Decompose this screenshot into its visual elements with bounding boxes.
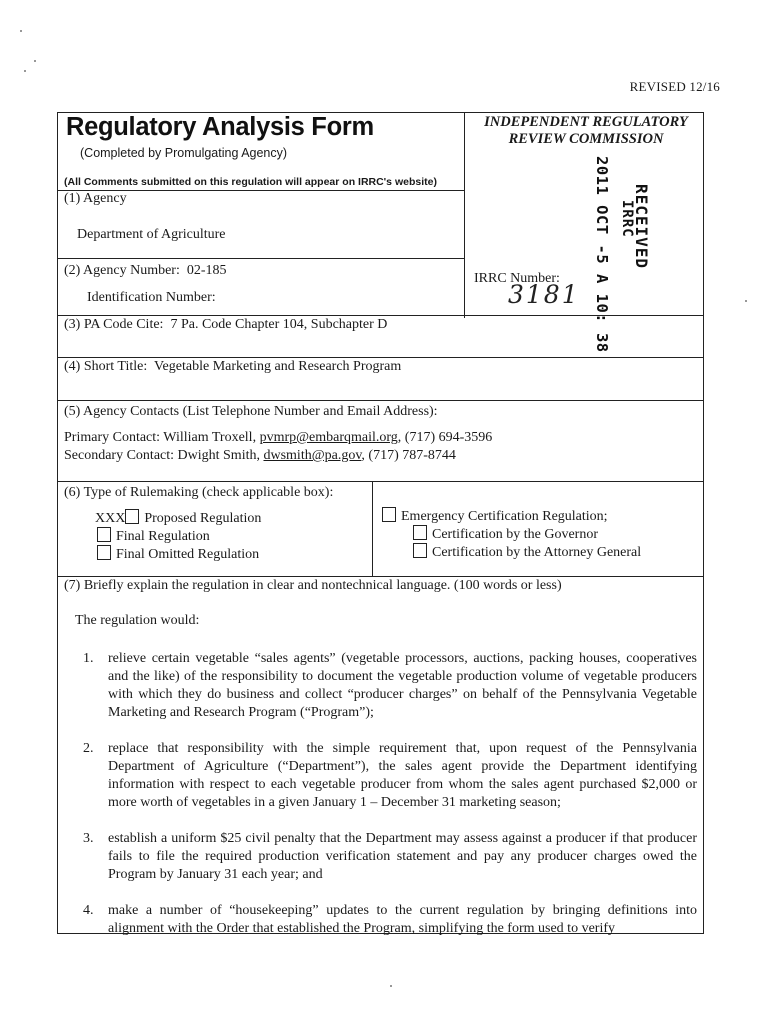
commission-heading	[470, 114, 702, 148]
list-item-text: relieve certain vegetable “sales agents” (vegetable processors, auctions, packing houses, cooperatives and the like) of the responsibility to document the vegetable production volume of vegetable producers with which they do business and collect “producer charges” on behalf of the Pennsylvania Vegetable Marketing and Research Program (“Program”);	[108, 651, 697, 720]
stamp-received: RECEIVED	[632, 184, 651, 270]
explanation-label: (7) Briefly explain the regulation in clear and nontechnical language. (100 words or less)	[64, 578, 562, 593]
explanation-intro: The regulation would:	[75, 613, 200, 628]
proposed-label: Proposed Regulation	[144, 511, 262, 526]
final-checkbox[interactable]	[97, 527, 111, 542]
emergency-option[interactable]	[382, 507, 608, 525]
attorney-general-label: Certification by the Attorney General	[432, 545, 642, 560]
short-title	[64, 359, 401, 375]
final-omitted-checkbox[interactable]	[97, 545, 111, 560]
emergency-checkbox[interactable]	[382, 507, 396, 522]
primary-contact-email[interactable]: pvmrp@embarqmail.org	[259, 430, 398, 445]
attorney-general-option[interactable]	[413, 543, 641, 561]
pa-code-label: (3) PA Code Cite:	[64, 317, 164, 332]
proposed-checkbox[interactable]	[125, 509, 139, 524]
scan-speck	[745, 300, 747, 302]
secondary-contact	[64, 448, 456, 464]
scan-speck	[390, 985, 392, 987]
agency-number-value: 02-185	[186, 263, 227, 278]
form-subtitle: (Completed by Promulgating Agency)	[80, 146, 288, 160]
secondary-contact-name: Secondary Contact: Dwight Smith,	[64, 448, 264, 463]
commission-line-2: REVIEW COMMISSION	[508, 131, 664, 147]
revised-date: REVISED 12/16	[629, 79, 720, 94]
scan-speck	[20, 30, 22, 32]
secondary-contact-phone: , (717) 787-8744	[361, 448, 456, 463]
stamp-irrc: IRRC	[619, 200, 635, 238]
final-label: Final Regulation	[116, 529, 210, 544]
final-omitted-option[interactable]	[97, 545, 259, 563]
primary-contact	[64, 430, 492, 446]
agency-label: (1) Agency	[64, 191, 127, 206]
scan-speck	[34, 60, 36, 62]
secondary-contact-email[interactable]: dwsmith@pa.gov	[263, 448, 362, 463]
short-title-label: (4) Short Title:	[64, 359, 148, 374]
governor-label: Certification by the Governor	[432, 527, 599, 542]
list-item-number: 4.	[83, 903, 94, 918]
contacts-label: (5) Agency Contacts (List Telephone Number and Email Address):	[64, 404, 438, 419]
proposed-mark: XXX	[95, 511, 126, 526]
list-item	[83, 902, 697, 938]
list-item-number: 2.	[83, 741, 94, 756]
form-title: Regulatory Analysis Form	[66, 113, 374, 141]
list-item-text: make a number of “housekeeping” updates to the current regulation by bringing definitions into alignment with the Order that established the Program, simplifying the form used to verify	[108, 903, 697, 936]
stamp-date: 2011 OCT -5 A 10: 38	[593, 156, 611, 353]
agency-number	[64, 263, 227, 279]
irrc-number-value: 3181	[508, 280, 580, 309]
pa-code-value: 7 Pa. Code Chapter 104, Subchapter D	[170, 317, 388, 332]
short-title-value: Vegetable Marketing and Research Program	[154, 359, 402, 374]
irrc-number-label: IRRC Number:	[474, 271, 560, 286]
proposed-regulation-option[interactable]	[95, 509, 261, 527]
primary-contact-phone: , (717) 694-3596	[397, 430, 493, 445]
list-item-text: replace that responsibility with the simple requirement that, upon request of the Pennsylvania Department of Agriculture (“Department”), the sales agent provide the Department identifying information with respect to each vegetable producer from whom the sales agent purchased $2,000 or more worth of vegetables in a given January 1 – December 31 marketing season;	[108, 741, 697, 810]
list-item	[83, 740, 697, 812]
agency-number-label: (2) Agency Number:	[64, 263, 180, 278]
rulemaking-label: (6) Type of Rulemaking (check applicable box):	[64, 485, 334, 500]
list-item	[83, 650, 697, 722]
final-regulation-option[interactable]	[97, 527, 210, 545]
identification-number-label: Identification Number:	[87, 290, 216, 305]
commission-line-1: INDEPENDENT REGULATORY	[484, 114, 688, 130]
governor-checkbox[interactable]	[413, 525, 427, 540]
attorney-general-checkbox[interactable]	[413, 543, 427, 558]
scan-speck	[24, 70, 26, 72]
list-item-number: 3.	[83, 831, 94, 846]
agency-value: Department of Agriculture	[77, 227, 226, 242]
emergency-label: Emergency Certification Regulation;	[401, 509, 608, 524]
received-stamp	[593, 150, 673, 353]
comments-notice: (All Comments submitted on this regulation will appear on IRRC's website)	[64, 176, 437, 188]
list-item-text: establish a uniform $25 civil penalty that the Department may assess against a producer if that producer fails to file the required production verification statement and pay any producer charges owed the Program by January 31 each year; and	[108, 831, 697, 882]
primary-contact-name: Primary Contact: William Troxell,	[64, 430, 260, 445]
list-item	[83, 830, 697, 884]
final-omitted-label: Final Omitted Regulation	[116, 547, 260, 562]
pa-code-cite	[64, 317, 387, 333]
governor-option[interactable]	[413, 525, 598, 543]
list-item-number: 1.	[83, 651, 94, 666]
